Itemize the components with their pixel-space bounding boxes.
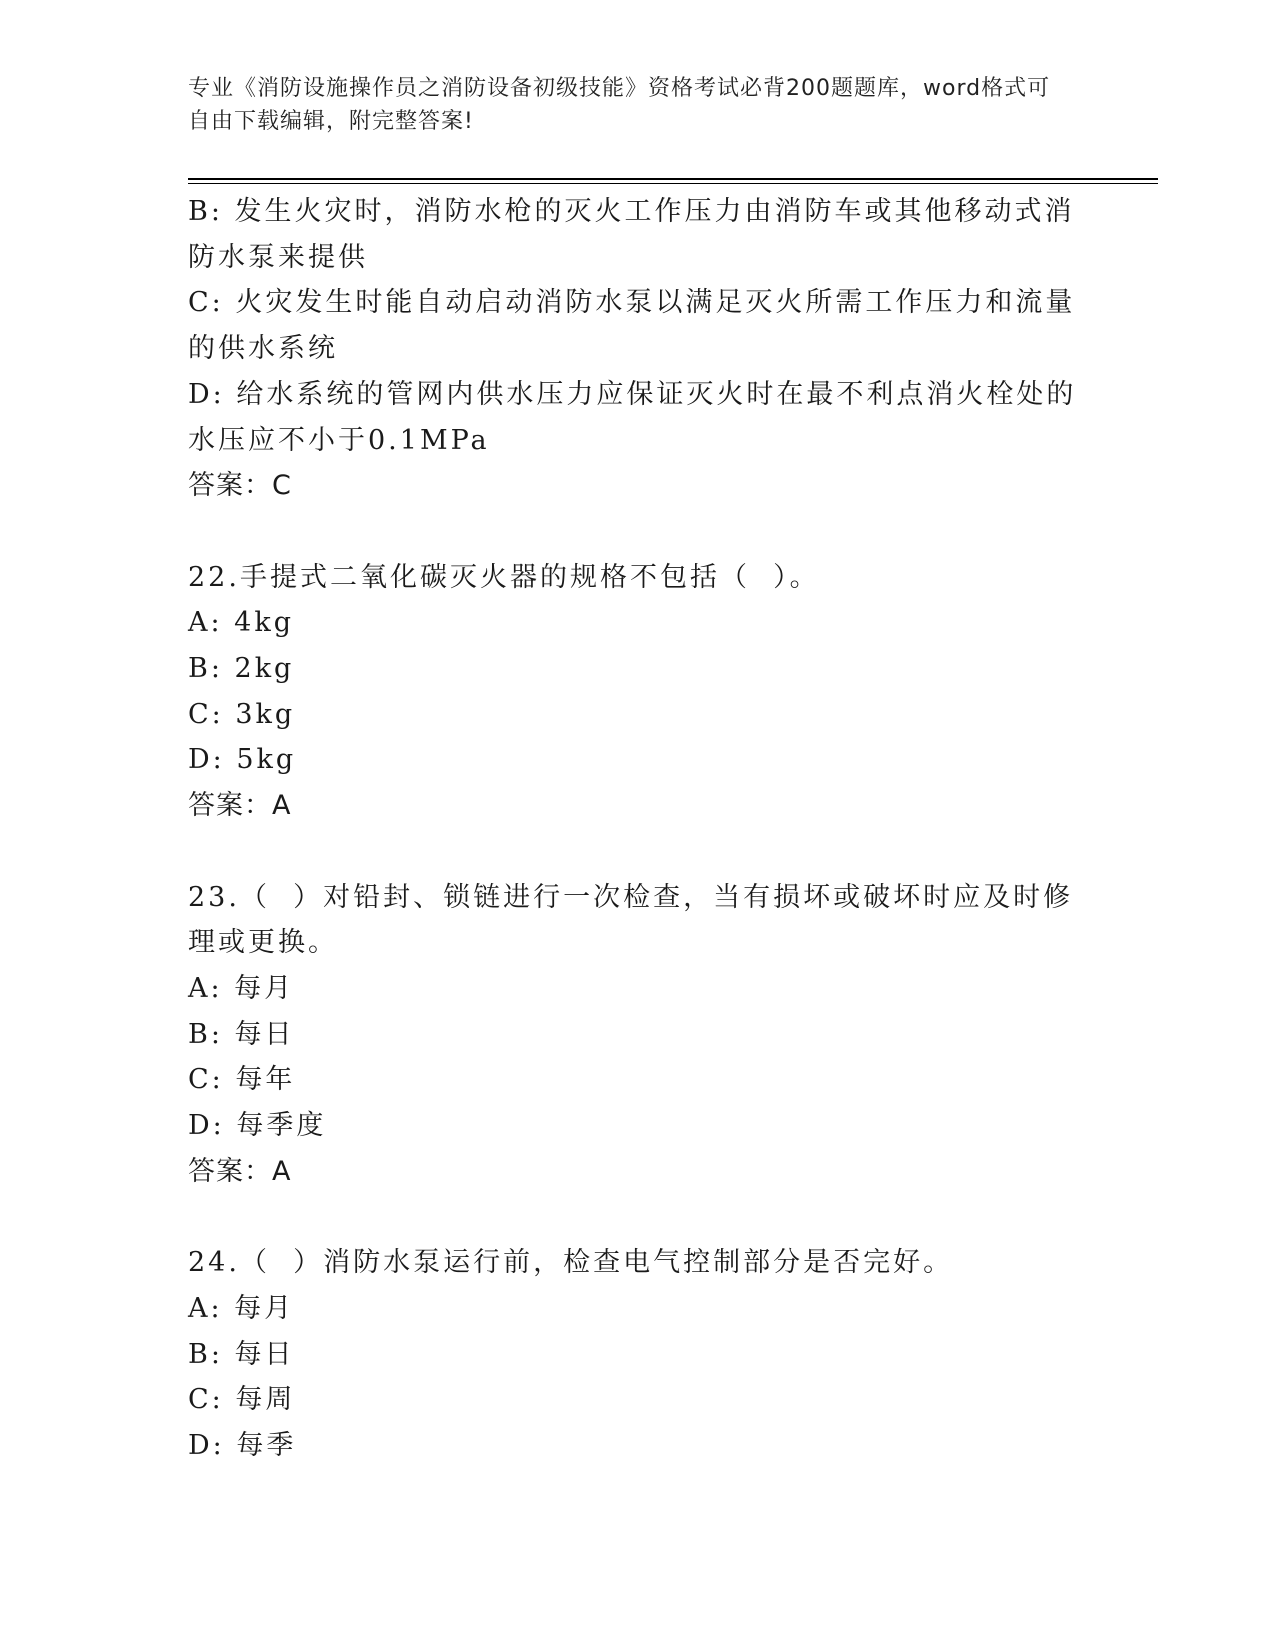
- question-content: [188, 189, 1078, 1469]
- q24-option-c: C: 每周: [188, 1384, 296, 1416]
- q23-stem: 23.（ ）对铅封、锁链进行一次检查，当有损坏或破坏时应及时修理或更换。: [188, 881, 1074, 959]
- q23-answer: 答案：A: [188, 1155, 292, 1187]
- q22-option-a: A: 4kg: [188, 607, 295, 639]
- question-21-tail: [188, 189, 1078, 509]
- q23-option-a: A: 每月: [188, 972, 295, 1004]
- q22-option-c: C: 3kg: [188, 698, 296, 730]
- q24-stem: 24.（ ）消防水泵运行前，检查电气控制部分是否完好。: [188, 1247, 954, 1279]
- q21-option-b: B: 发生火灾时，消防水枪的灭火工作压力由消防车或其他移动式消防水泵来提供: [188, 196, 1075, 273]
- q21-option-c: C: 火灾发生时能自动启动消防水泵以满足灭火所需工作压力和流量的供水系统: [188, 287, 1076, 365]
- q24-option-d: D: 每季: [188, 1429, 297, 1461]
- spacer: [188, 509, 1078, 555]
- q23-option-d: D: 每季度: [188, 1110, 327, 1142]
- header-divider-thick: [188, 178, 1158, 180]
- header-divider-thin: [188, 183, 1158, 184]
- q22-stem: 22.手提式二氧化碳灭火器的规格不包括（ ）。: [188, 561, 820, 593]
- question-23: [188, 875, 1078, 1195]
- spacer: [188, 829, 1078, 875]
- q22-option-b: B: 2kg: [188, 653, 295, 685]
- question-22: [188, 555, 1078, 829]
- q23-option-c: C: 每年: [188, 1064, 296, 1096]
- q22-answer: 答案：A: [188, 790, 292, 822]
- q24-option-a: A: 每月: [188, 1292, 295, 1324]
- q23-option-b: B: 每日: [188, 1018, 295, 1050]
- document-header: 专业《消防设施操作员之消防设备初级技能》资格考试必背200题题库，word格式可自由下载编辑，附完整答案!: [188, 76, 1051, 134]
- q22-option-d: D: 5kg: [188, 744, 297, 776]
- spacer: [188, 1194, 1078, 1240]
- question-24: [188, 1240, 1078, 1469]
- q21-option-d: D: 给水系统的管网内供水压力应保证灭火时在最不利点消火栓处的水压应不小于0.1MPa: [188, 378, 1077, 456]
- q24-option-b: B: 每日: [188, 1338, 295, 1370]
- q21-answer: 答案：C: [188, 470, 292, 502]
